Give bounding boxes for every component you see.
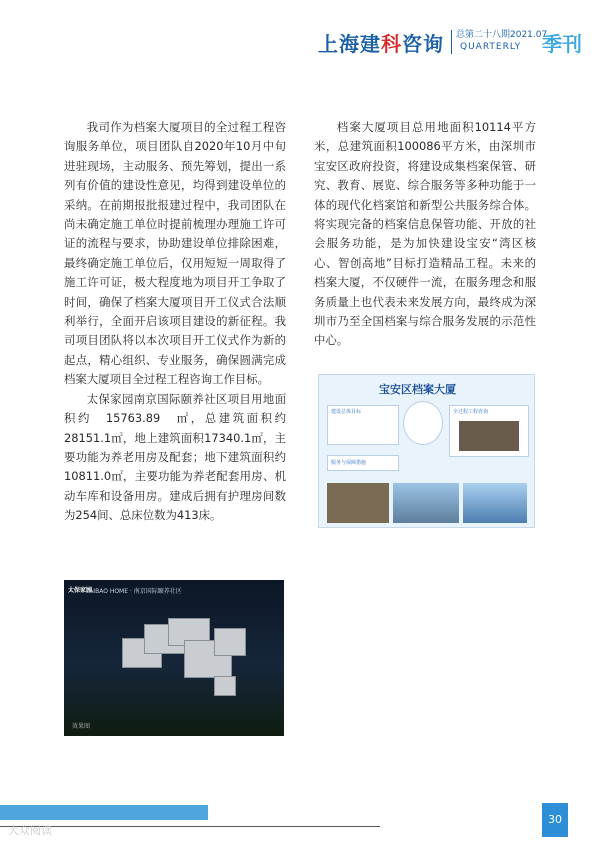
left-column: [64, 118, 286, 526]
issue-number: 总第二十八期2021.07: [456, 30, 548, 40]
building-block: [214, 676, 236, 696]
magazine-title: 上海建科咨询: [318, 32, 444, 56]
watermark-text: 大众阅读: [8, 824, 52, 837]
city-skyline-photo: [393, 483, 459, 523]
page-number: 30: [542, 803, 568, 837]
footer-accent-bar: [0, 805, 208, 820]
header-divider: [451, 30, 452, 54]
project-logo: 太保家园: [68, 587, 93, 594]
meeting-photo: [459, 421, 519, 451]
archive-building-poster-image: [318, 374, 535, 528]
poster-title: 宝安区档案大厦: [379, 383, 456, 396]
footer-rule: [0, 826, 380, 827]
elderly-community-rendering: [64, 580, 284, 736]
magazine-title-accent: 科: [381, 32, 402, 56]
building-block: [214, 628, 246, 656]
tower-photo: [463, 483, 527, 523]
quarterly-cn-label: 季刊: [542, 32, 582, 56]
quarterly-label: QUARTERLY: [460, 42, 522, 52]
rendering-tag: 效果图: [72, 723, 91, 730]
rendering-caption: TAIBAO HOME · 南京国际颐养社区: [86, 588, 182, 595]
poster-circle-graphic: [403, 401, 443, 445]
poster-label: 建设总体目标: [331, 409, 362, 415]
paragraph: 我司作为档案大厦项目的全过程工程咨询服务单位，项目团队自2020年10月中旬进驻现场，主动服务、预先筹划，提出一系列有价值的建设性意见，均得到建设单位的采纳。在前期报批报建过程中，我司团队在尚未确定施工单位时提前梳理办理施工许可证的流程与要求，协助建设单位排除困难，最终确定施工单位后，仅用短短一周取得了施工许可证，极大程度地为项目开工争取了时间，确保了档案大厦项目开工仪式合法顺利举行，全面开启该项目建设的新征程。我司项目团队将以本次项目开工仪式作为新的起点，精心组织、专业服务，确保圆满完成档案大厦项目全过程工程咨询工作目标。: [64, 120, 286, 387]
poster-label: 服务与保障措施: [331, 460, 367, 466]
paragraph: 档案大厦项目总用地面积10114平方米，总建筑面积100086平方米，由深圳市宝安区政府投资，将建设成集档案保管、研究、教育、展览、综合服务等多种功能于一体的现代化档案馆和新型公共服务综合体。将实现完备的档案信息保管功能、开放的社会服务功能，是为加快建设宝安“湾区核心、智创高地”目标打造精品工程。未来的档案大厦，不仅硬件一流，在服务理念和服务质量上也代表未来发展方向，最终成为深圳市乃至全国档案与综合服务发展的示范性中心。: [314, 120, 536, 348]
team-photo: [327, 483, 389, 523]
poster-label: 全过程工程咨询: [453, 409, 489, 415]
paragraph: 太保家园南京国际颐养社区项目用地面积约 15763.89 ㎡，总建筑面积约28151.1㎡，地上建筑面积17340.1㎡，主要功能为养老用房及配套；地下建筑面积约10811.0㎡，主要功能为养老配套用房、机动车库和设备用房。建成后拥有护理房间数为254间、总床位数为413床。: [64, 391, 286, 523]
right-column: [314, 118, 536, 351]
